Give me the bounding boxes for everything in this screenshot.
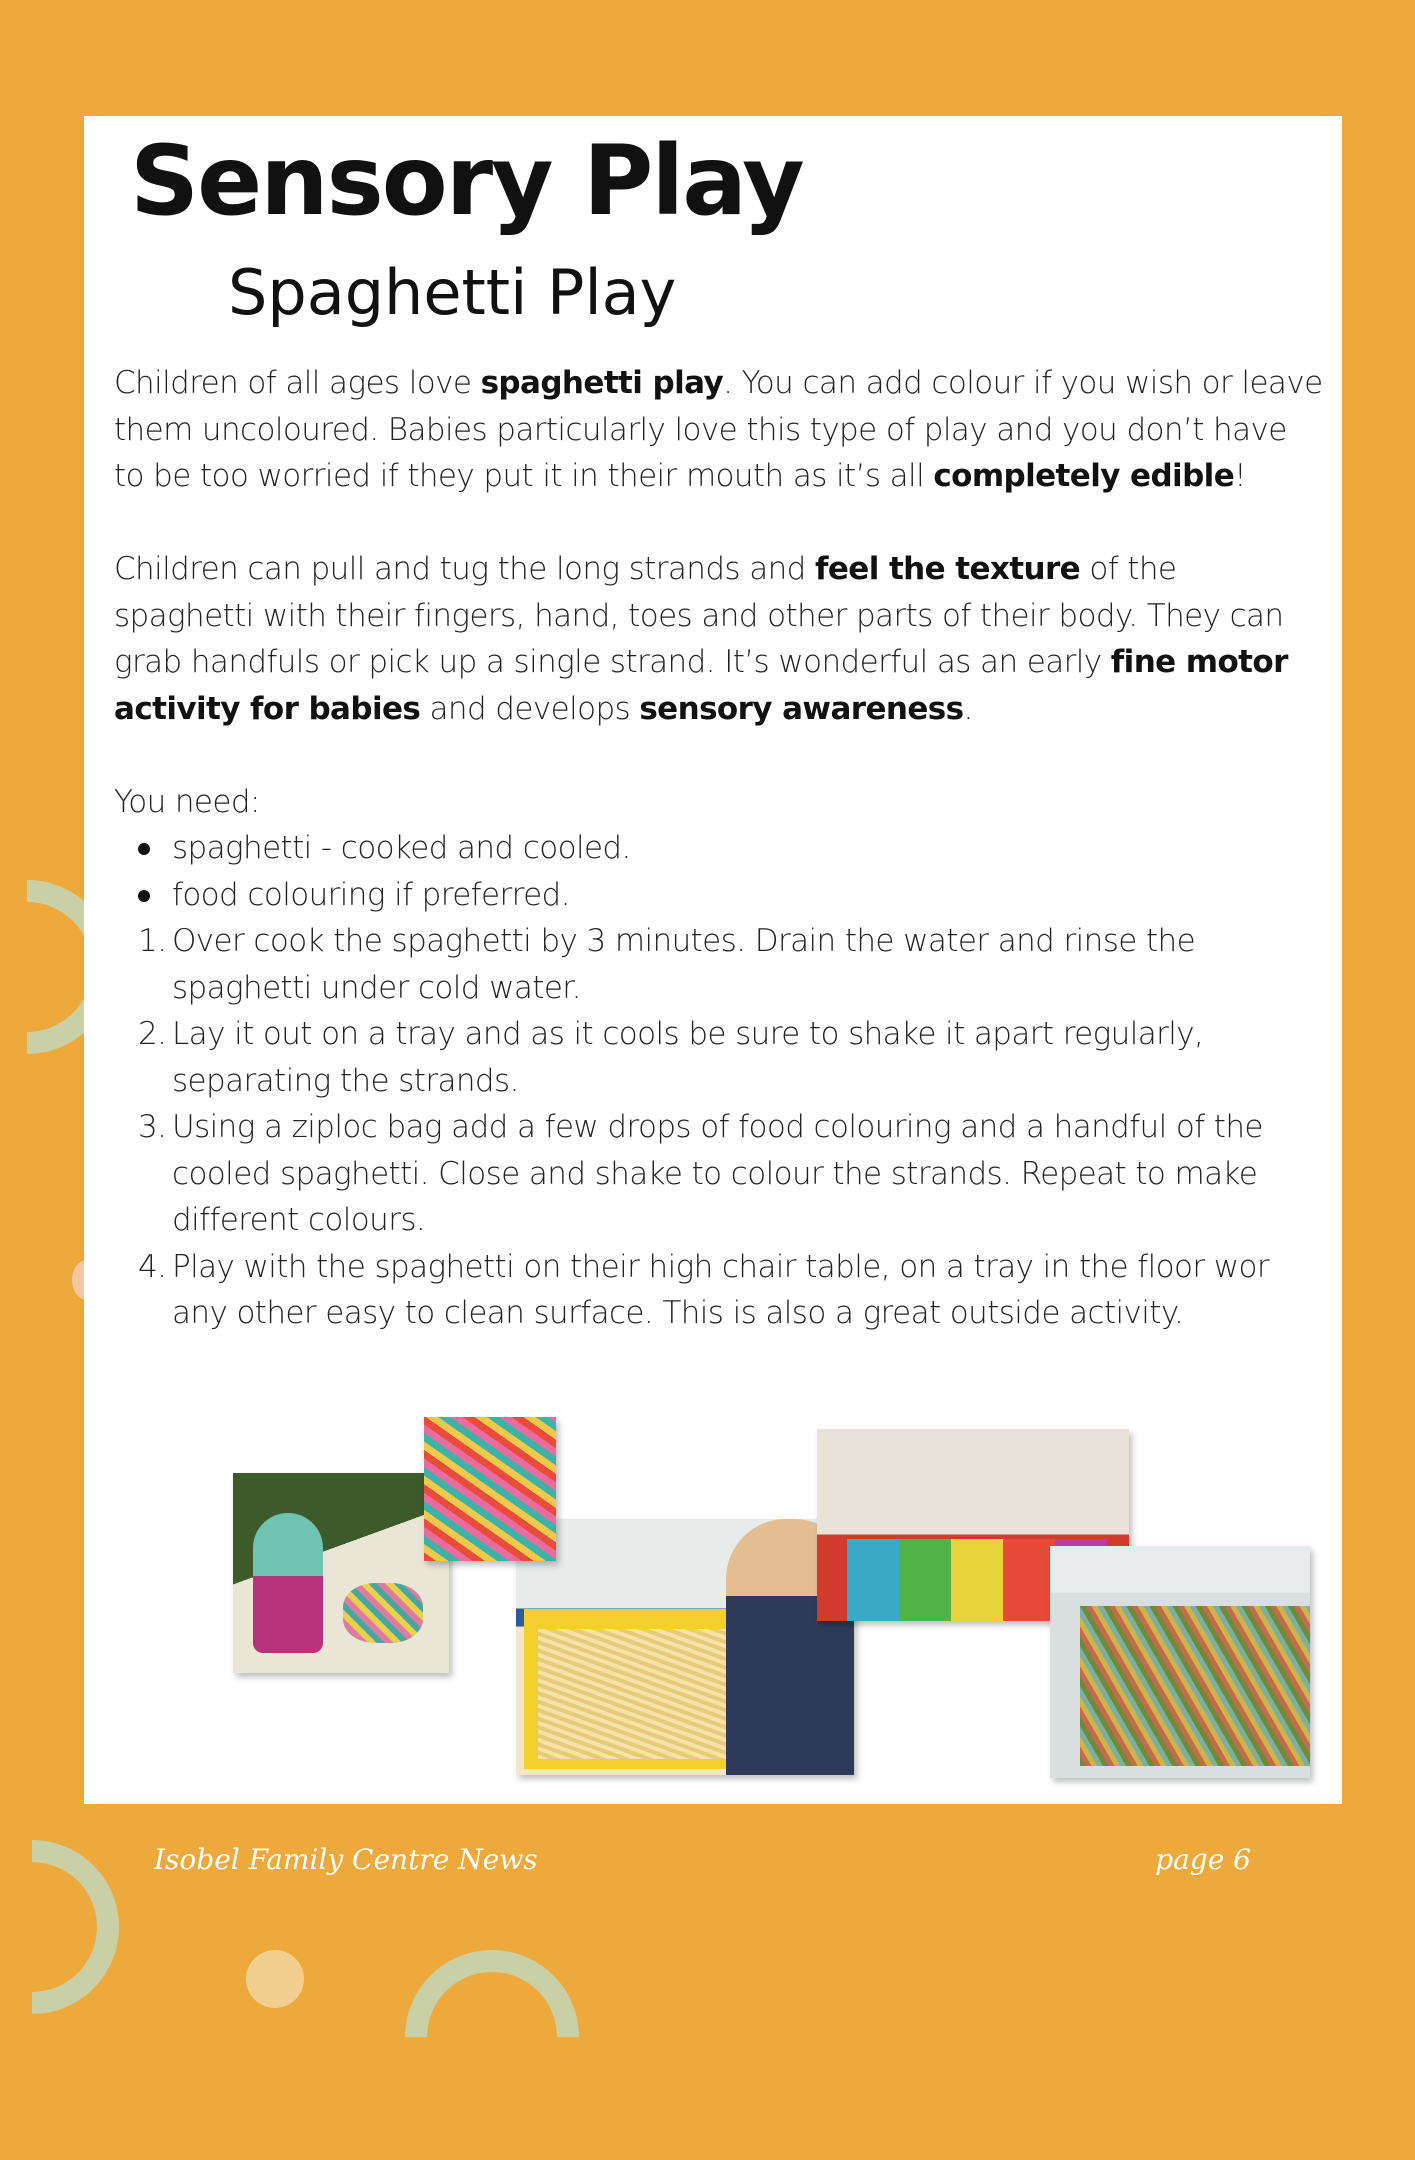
decorative-dot — [246, 1950, 304, 2008]
body-text: Children of all ages love — [114, 365, 481, 401]
body-text: . You can add colour if you wish or leave them uncoloured. Babies particularly love this type of play and you don’t have to be too worried if they put it in their mouth as it’s all — [114, 365, 1323, 494]
emphasis-text: sensory awareness — [639, 690, 964, 727]
step-text: Play with the spaghetti on their high chair table, on a tray in the floor wor any other easy to clean surface. This is also a great outside activity. — [172, 1248, 1270, 1331]
photo-coloured-spaghetti-closeup — [424, 1417, 556, 1561]
intro-paragraph-2 — [114, 546, 1324, 732]
photo-spaghetti-bin — [1050, 1546, 1310, 1778]
page-title: Sensory Play — [130, 125, 803, 237]
steps-list — [114, 918, 1324, 1337]
list-item — [114, 872, 1324, 919]
step-number: 4. — [138, 1248, 167, 1285]
step-item — [114, 918, 1324, 1011]
decorative-arc — [0, 1804, 155, 2050]
photo-detail — [343, 1583, 423, 1643]
photo-detail — [538, 1629, 738, 1759]
page-subtitle: Spaghetti Play — [228, 256, 677, 329]
step-text: Over cook the spaghetti by 3 minutes. Drain the water and rinse the spaghetti under cold water. — [172, 923, 1196, 1006]
photo-detail — [1080, 1606, 1310, 1766]
content-panel — [84, 116, 1342, 1804]
body-text: and develops — [420, 690, 640, 727]
emphasis-text: completely edible — [933, 458, 1235, 494]
list-item-text: food colouring if preferred. — [172, 876, 570, 913]
bullet-icon — [138, 890, 150, 902]
step-item — [114, 1104, 1324, 1244]
step-item — [114, 1011, 1324, 1104]
step-number: 1. — [138, 923, 167, 959]
list-item-text: spaghetti - cooked and cooled. — [172, 830, 631, 866]
bullet-icon — [138, 843, 150, 855]
intro-paragraph-1 — [114, 360, 1324, 500]
needs-list — [114, 825, 1324, 918]
step-item — [114, 1244, 1324, 1337]
decorative-arc — [369, 1914, 615, 2160]
page-number: page 6 — [1155, 1843, 1251, 1876]
newsletter-name: Isobel Family Centre News — [154, 1843, 538, 1876]
needs-heading: You need: — [114, 783, 260, 820]
article-body — [114, 360, 1324, 1337]
photo-children-at-tray — [516, 1519, 854, 1775]
emphasis-text: spaghetti play — [480, 365, 724, 401]
step-text: Lay it out on a tray and as it cools be sure to shake it apart regularly, separating the strands. — [172, 1016, 1204, 1099]
list-item — [114, 825, 1324, 872]
body-text: Children can pull and tug the long strands and — [114, 551, 815, 587]
body-text: ! — [1234, 458, 1246, 494]
emphasis-text: feel the texture — [814, 551, 1081, 587]
body-text: . — [963, 690, 973, 727]
emphasis-text: fine motor activity for babies — [114, 644, 1288, 727]
photo-baby-with-spaghetti — [233, 1473, 449, 1673]
photo-detail — [253, 1513, 323, 1653]
step-number: 2. — [138, 1016, 167, 1052]
step-text: Using a ziploc bag add a few drops of food colouring and a handful of the cooled spaghetti. Close and shake to colour the strands. Repeat to make different colours. — [172, 1109, 1263, 1238]
step-number: 3. — [138, 1109, 167, 1145]
body-text: of the spaghetti with their fingers, hand, toes and other parts of their body. They can grab handfuls or pick up a single strand. It’s wonderful as an early — [114, 551, 1284, 680]
